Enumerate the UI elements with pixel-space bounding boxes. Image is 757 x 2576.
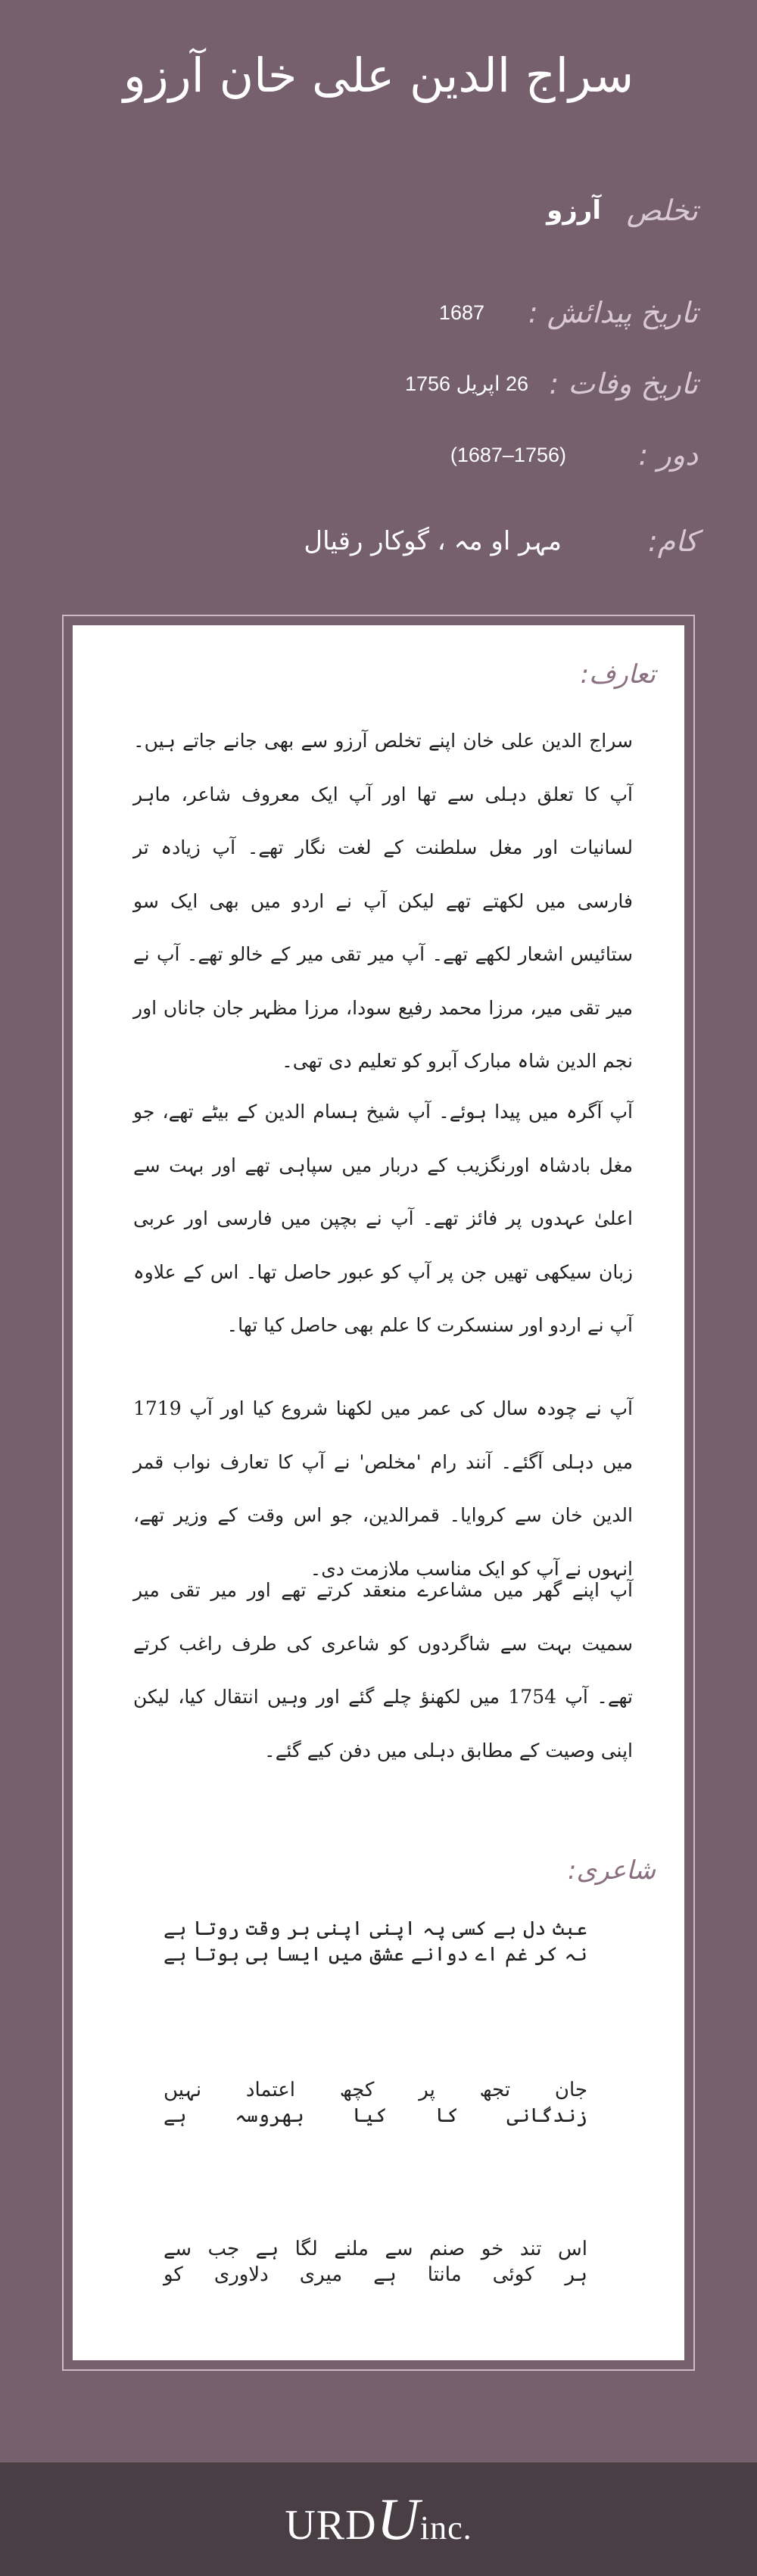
poetry-heading: شاعری: [568,1855,656,1886]
couplet-3-line-1: اس تند خو صنم سے ملنے لگا ہے جب سے [164,2238,587,2260]
couplet-1 [164,1916,587,1967]
works-label: کام: [648,525,698,558]
birth-row [0,286,757,339]
couplet-2-line-2: زندگانی کا کیا بھروسہ ہے [164,2104,587,2127]
intro-paragraph-4: آپ اپنے گھر میں مشاعرے منعقد کرتے تھے اور میر تقی میر سمیت بہت سے شاگردوں کو شاعری کی طرف راغب کرتے تھے۔ آپ 1754 میں لکھنؤ چلے گئے اور وہیں انتقال کیا، لیکن اپنی وصیت کے مطابق دہلی میں دفن کیے گئے۔ [133,1579,633,1761]
couplet-2 [164,2077,587,2129]
pen-name-label: تخلص [626,194,698,227]
era-row [0,428,757,481]
pen-name-value: آرزو [547,195,601,226]
couplet-3 [164,2236,587,2288]
pen-name-row [0,184,757,237]
birth-value: 1687 [438,301,484,324]
couplet-1-line-2: نہ کر غم اے دوانے عشق میں ایسا ہی ہوتا ہے [164,1943,587,1966]
birth-label: تاریخ پیدائش : [528,296,698,329]
era-value: (1687–1756) [450,444,566,466]
works-row [0,515,757,568]
couplet-2-line-1: جان تجھ پر کچھ اعتماد نہیں [164,2079,587,2101]
footer-bar [0,2462,757,2576]
couplet-3-line-2: ہر کوئی مانتا ہے میری دلاوری کو [164,2263,587,2286]
death-row [0,357,757,410]
intro-paragraph-1: سراج الدین علی خان اپنے تخلص آرزو سے بھی جانے جاتے ہیں۔ آپ کا تعلق دہلی سے تھا اور آپ ایک معروف شاعر، ماہر لسانیات اور مغل سلطنت کے لغت نگار تھے۔ آپ زیادہ تر فارسی میں لکھتے تھے لیکن آپ نے اردو میں بھی ایک سو ستائیس اشعار لکھے تھے۔ آپ میر تقی میر کے خالو تھے۔ آپ نے میر تقی میر، مرزا محمد رفیع سودا، مرزا مظہر جان جاناں اور نجم الدین شاہ مبارک آبرو کو تعلیم دی تھی۔ [133,730,633,1072]
page-title: سراج الدین علی خان آرزو [123,48,634,103]
content-card [73,625,684,2360]
works-value: مہر او مہ ، گوکار رقیال [304,526,562,556]
couplet-1-line-1: عبث دل بے کسی پہ اپنی اپنی ہر وقت روتا ہے [164,1917,587,1940]
era-label: دور : [638,438,698,472]
intro-paragraph-3: آپ نے چودہ سال کی عمر میں لکھنا شروع کیا اور آپ 1719 میں دہلی آگئے۔ آنند رام 'مخلص' نے آپ کا تعارف نواب قمر الدین خان سے کروایا۔ قمرالدین، جو اس وقت کے وزیر تھے، انہوں نے آپ کو ایک مناسب ملازمت دی۔ [133,1397,633,1580]
urdu-inc-logo[interactable]: URDUinc. [285,2486,472,2552]
intro-heading: تعارف: [580,659,656,690]
death-value: 26 اپریل 1756 [404,372,528,395]
intro-paragraph-2: آپ آگرہ میں پیدا ہوئے۔ آپ شیخ ہسام الدین کے بیٹے تھے، جو مغل بادشاہ اورنگزیب کے دربار میں سپاہی تھے اور بہت سے اعلیٰ عہدوں پر فائز تھے۔ آپ نے بچپن میں فارسی اور عربی زبان سیکھی تھیں جن پر آپ کو عبور حاصل تھا۔ اس کے علاوہ آپ نے اردو اور سنسکرت کا علم بھی حاصل کیا تھا۔ [133,1101,633,1336]
death-label: تاریخ وفات : [549,367,698,400]
